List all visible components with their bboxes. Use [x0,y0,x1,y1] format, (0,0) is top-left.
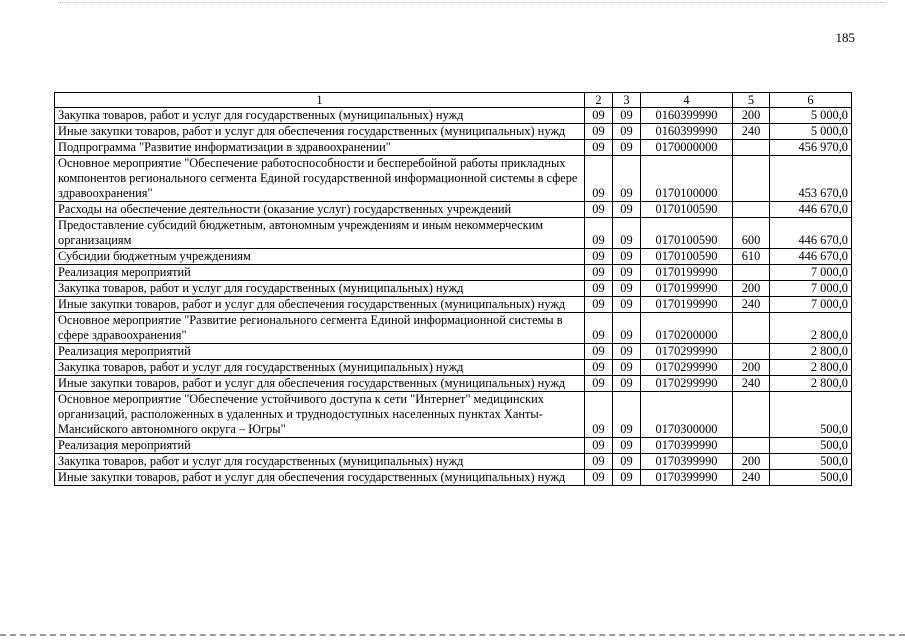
table-row [55,249,852,265]
bottom-scan-rule [0,634,905,636]
row-section-cell: 09 [585,156,613,202]
row-target-article-cell: 0170399990 [641,454,733,470]
row-expense-type-cell [733,392,770,438]
row-sum-cell: 2 800,0 [770,376,852,392]
row-target-article-cell: 0170199990 [641,265,733,281]
row-target-article-cell: 0170299990 [641,360,733,376]
table-row [55,265,852,281]
row-target-article-cell: 0170199990 [641,281,733,297]
row-sum-cell: 456 970,0 [770,140,852,156]
row-target-article-cell: 0170300000 [641,392,733,438]
row-expense-type-cell: 200 [733,281,770,297]
row-sum-cell: 500,0 [770,470,852,486]
row-section-cell: 09 [585,376,613,392]
header-col-6: 6 [770,93,852,108]
row-name-cell: Иные закупки товаров, работ и услуг для обеспечения государственных (муниципальных) нужд [55,376,585,392]
row-subsection-cell: 09 [613,124,641,140]
row-sum-cell: 500,0 [770,454,852,470]
row-target-article-cell: 0160399990 [641,108,733,124]
row-sum-cell: 7 000,0 [770,297,852,313]
row-expense-type-cell: 200 [733,454,770,470]
row-expense-type-cell: 200 [733,108,770,124]
row-name-cell: Иные закупки товаров, работ и услуг для обеспечения государственных (муниципальных) нужд [55,297,585,313]
row-expense-type-cell: 240 [733,376,770,392]
row-subsection-cell: 09 [613,202,641,218]
row-subsection-cell: 09 [613,108,641,124]
row-name-cell: Основное мероприятие "Обеспечение работоспособности и бесперебойной работы прикладных компонентов регионального сегмента Единой государственной информационной системы в сфере здравоохранения" [55,156,585,202]
row-target-article-cell: 0170199990 [641,297,733,313]
row-target-article-cell: 0170100590 [641,202,733,218]
table-row [55,470,852,486]
row-target-article-cell: 0170100590 [641,218,733,249]
row-sum-cell: 2 800,0 [770,313,852,344]
row-expense-type-cell: 240 [733,124,770,140]
row-expense-type-cell: 240 [733,297,770,313]
row-name-cell: Реализация мероприятий [55,265,585,281]
row-subsection-cell: 09 [613,392,641,438]
table-row [55,140,852,156]
row-name-cell: Предоставление субсидий бюджетным, автономным учреждениям и иным некоммерческим организациям [55,218,585,249]
row-target-article-cell: 0170100590 [641,249,733,265]
row-subsection-cell: 09 [613,313,641,344]
table-row [55,313,852,344]
row-expense-type-cell [733,156,770,202]
row-expense-type-cell [733,202,770,218]
row-section-cell: 09 [585,108,613,124]
table-row [55,218,852,249]
row-sum-cell: 446 670,0 [770,202,852,218]
row-name-cell: Иные закупки товаров, работ и услуг для обеспечения государственных (муниципальных) нужд [55,470,585,486]
table-row [55,344,852,360]
row-subsection-cell: 09 [613,265,641,281]
row-name-cell: Подпрограмма "Развитие информатизации в здравоохранении" [55,140,585,156]
row-sum-cell: 7 000,0 [770,265,852,281]
row-sum-cell: 453 670,0 [770,156,852,202]
row-target-article-cell: 0170000000 [641,140,733,156]
row-name-cell: Закупка товаров, работ и услуг для государственных (муниципальных) нужд [55,454,585,470]
table-row [55,360,852,376]
row-expense-type-cell [733,140,770,156]
row-section-cell: 09 [585,202,613,218]
table-row [55,392,852,438]
row-name-cell: Основное мероприятие "Развитие регионального сегмента Единой информационной системы в сфере здравоохранения" [55,313,585,344]
row-subsection-cell: 09 [613,454,641,470]
row-expense-type-cell: 600 [733,218,770,249]
row-section-cell: 09 [585,249,613,265]
row-subsection-cell: 09 [613,281,641,297]
table-row [55,297,852,313]
row-subsection-cell: 09 [613,218,641,249]
row-sum-cell: 446 670,0 [770,218,852,249]
row-target-article-cell: 0170299990 [641,376,733,392]
row-subsection-cell: 09 [613,156,641,202]
header-col-3: 3 [613,93,641,108]
row-sum-cell: 5 000,0 [770,108,852,124]
row-sum-cell: 5 000,0 [770,124,852,140]
row-name-cell: Основное мероприятие "Обеспечение устойчивого доступа к сети "Интернет" медицинских организаций, расположенных в удаленных и труднодоступных населенных пунктах Ханты-Мансийского автономного округа – Югры" [55,392,585,438]
table-row [55,108,852,124]
row-sum-cell: 500,0 [770,392,852,438]
header-col-2: 2 [585,93,613,108]
row-subsection-cell: 09 [613,470,641,486]
row-subsection-cell: 09 [613,438,641,454]
row-section-cell: 09 [585,313,613,344]
row-subsection-cell: 09 [613,344,641,360]
row-section-cell: 09 [585,454,613,470]
table-row [55,156,852,202]
row-expense-type-cell: 200 [733,360,770,376]
row-section-cell: 09 [585,281,613,297]
row-section-cell: 09 [585,124,613,140]
row-section-cell: 09 [585,392,613,438]
table-row [55,376,852,392]
row-name-cell: Реализация мероприятий [55,438,585,454]
row-name-cell: Иные закупки товаров, работ и услуг для обеспечения государственных (муниципальных) нужд [55,124,585,140]
table-row [55,124,852,140]
row-target-article-cell: 0160399990 [641,124,733,140]
row-section-cell: 09 [585,218,613,249]
row-sum-cell: 7 000,0 [770,281,852,297]
row-subsection-cell: 09 [613,376,641,392]
row-section-cell: 09 [585,360,613,376]
top-scan-rule [60,2,885,3]
table-header-row [55,93,852,108]
table-row [55,454,852,470]
row-expense-type-cell [733,265,770,281]
table-row [55,202,852,218]
row-target-article-cell: 0170399990 [641,438,733,454]
header-col-1: 1 [55,93,585,108]
row-section-cell: 09 [585,438,613,454]
table-row [55,438,852,454]
row-section-cell: 09 [585,297,613,313]
row-name-cell: Расходы на обеспечение деятельности (оказание услуг) государственных учреждений [55,202,585,218]
budget-table [54,92,852,486]
row-name-cell: Закупка товаров, работ и услуг для государственных (муниципальных) нужд [55,281,585,297]
header-col-5: 5 [733,93,770,108]
row-name-cell: Закупка товаров, работ и услуг для государственных (муниципальных) нужд [55,108,585,124]
row-target-article-cell: 0170399990 [641,470,733,486]
row-expense-type-cell [733,344,770,360]
row-section-cell: 09 [585,344,613,360]
table-body [55,108,852,486]
row-subsection-cell: 09 [613,140,641,156]
page-number: 185 [835,30,855,45]
row-sum-cell: 446 670,0 [770,249,852,265]
row-name-cell: Реализация мероприятий [55,344,585,360]
row-section-cell: 09 [585,470,613,486]
row-expense-type-cell: 610 [733,249,770,265]
row-section-cell: 09 [585,140,613,156]
row-sum-cell: 2 800,0 [770,360,852,376]
row-target-article-cell: 0170299990 [641,344,733,360]
row-name-cell: Закупка товаров, работ и услуг для государственных (муниципальных) нужд [55,360,585,376]
row-subsection-cell: 09 [613,249,641,265]
row-subsection-cell: 09 [613,360,641,376]
row-sum-cell: 500,0 [770,438,852,454]
row-sum-cell: 2 800,0 [770,344,852,360]
table-row [55,281,852,297]
row-target-article-cell: 0170100000 [641,156,733,202]
row-expense-type-cell: 240 [733,470,770,486]
row-name-cell: Субсидии бюджетным учреждениям [55,249,585,265]
row-section-cell: 09 [585,265,613,281]
row-subsection-cell: 09 [613,297,641,313]
header-col-4: 4 [641,93,733,108]
row-target-article-cell: 0170200000 [641,313,733,344]
row-expense-type-cell [733,313,770,344]
row-expense-type-cell [733,438,770,454]
